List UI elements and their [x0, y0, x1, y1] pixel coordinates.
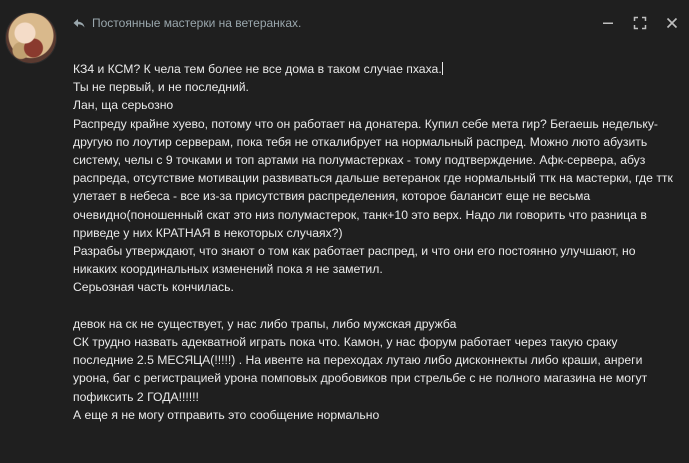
- reply-arrow-icon[interactable]: [72, 16, 86, 30]
- message-line-10: А еще я не могу отправить это сообщение нормально: [73, 407, 380, 422]
- text-caret: [442, 62, 443, 75]
- message-line-6: Серьозная часть кончилась.: [73, 280, 234, 295]
- avatar[interactable]: [6, 13, 56, 63]
- message-line-4: Распреду крайне хуево, потому что он работает на донатера. Купил себе мета гир? Бегаешь недельку-другую по лоутир серверам, пока тебя не откалибрует на нормальный распред. Можно люто абузить систему, челы с 9 точками и топ артами на полумастерках - тому подтверждение. Афк-сервера, абуз распреда, отсутствие мотивации развиваться дальше ветеранок где нормальный ттк на мастерки, где ттк улетает в небеса - все из-за присутствия распределения, которое балансит еще не весьма очевидно(поношенный скат это низ полумастерок, танк+10 это верх. Надо ли говорить что разница в приведе у них КРАТНАЯ в некоторых случаях?): [73, 116, 677, 240]
- message-line-2: Ты не первый, и не последний.: [73, 80, 249, 95]
- message-line-8: девок на ск не существует, у нас либо трапы, либо мужская дружба: [73, 316, 457, 331]
- reply-quote-label[interactable]: Постоянные мастерки на ветеранках.: [92, 16, 302, 30]
- close-icon[interactable]: [665, 16, 679, 30]
- message-line-5: Разрабы утверждают, что знают о том как работает распред, и что они его постоянно улучшают, но никаких координальных изменений пока я не заметил.: [73, 244, 639, 277]
- message-line-1: КЗ4 и КСМ? К чела тем более не все дома в таком случае пхаха.: [73, 62, 442, 76]
- message-line-9: СК трудно назвать адекватной играть пока что. Камон, у нас форум работает через такую сраку последние 2.5 МЕСЯЦА(!!!!!) . На ивенте на переходах лутаю либо дисконнекты либо краши, анреги урона, баг с регистрацией урона помповых дробовиков при стрельбе с не полного магазина не могут пофиксить 2 ГОДА!!!!!!: [73, 335, 651, 404]
- expand-icon[interactable]: [633, 16, 647, 30]
- message-line-3: Лан, ща серьозно: [73, 98, 174, 113]
- message-editor[interactable]: [73, 60, 677, 424]
- minimize-icon[interactable]: [601, 16, 615, 30]
- blank-line: [73, 297, 673, 315]
- reply-header: [72, 13, 679, 33]
